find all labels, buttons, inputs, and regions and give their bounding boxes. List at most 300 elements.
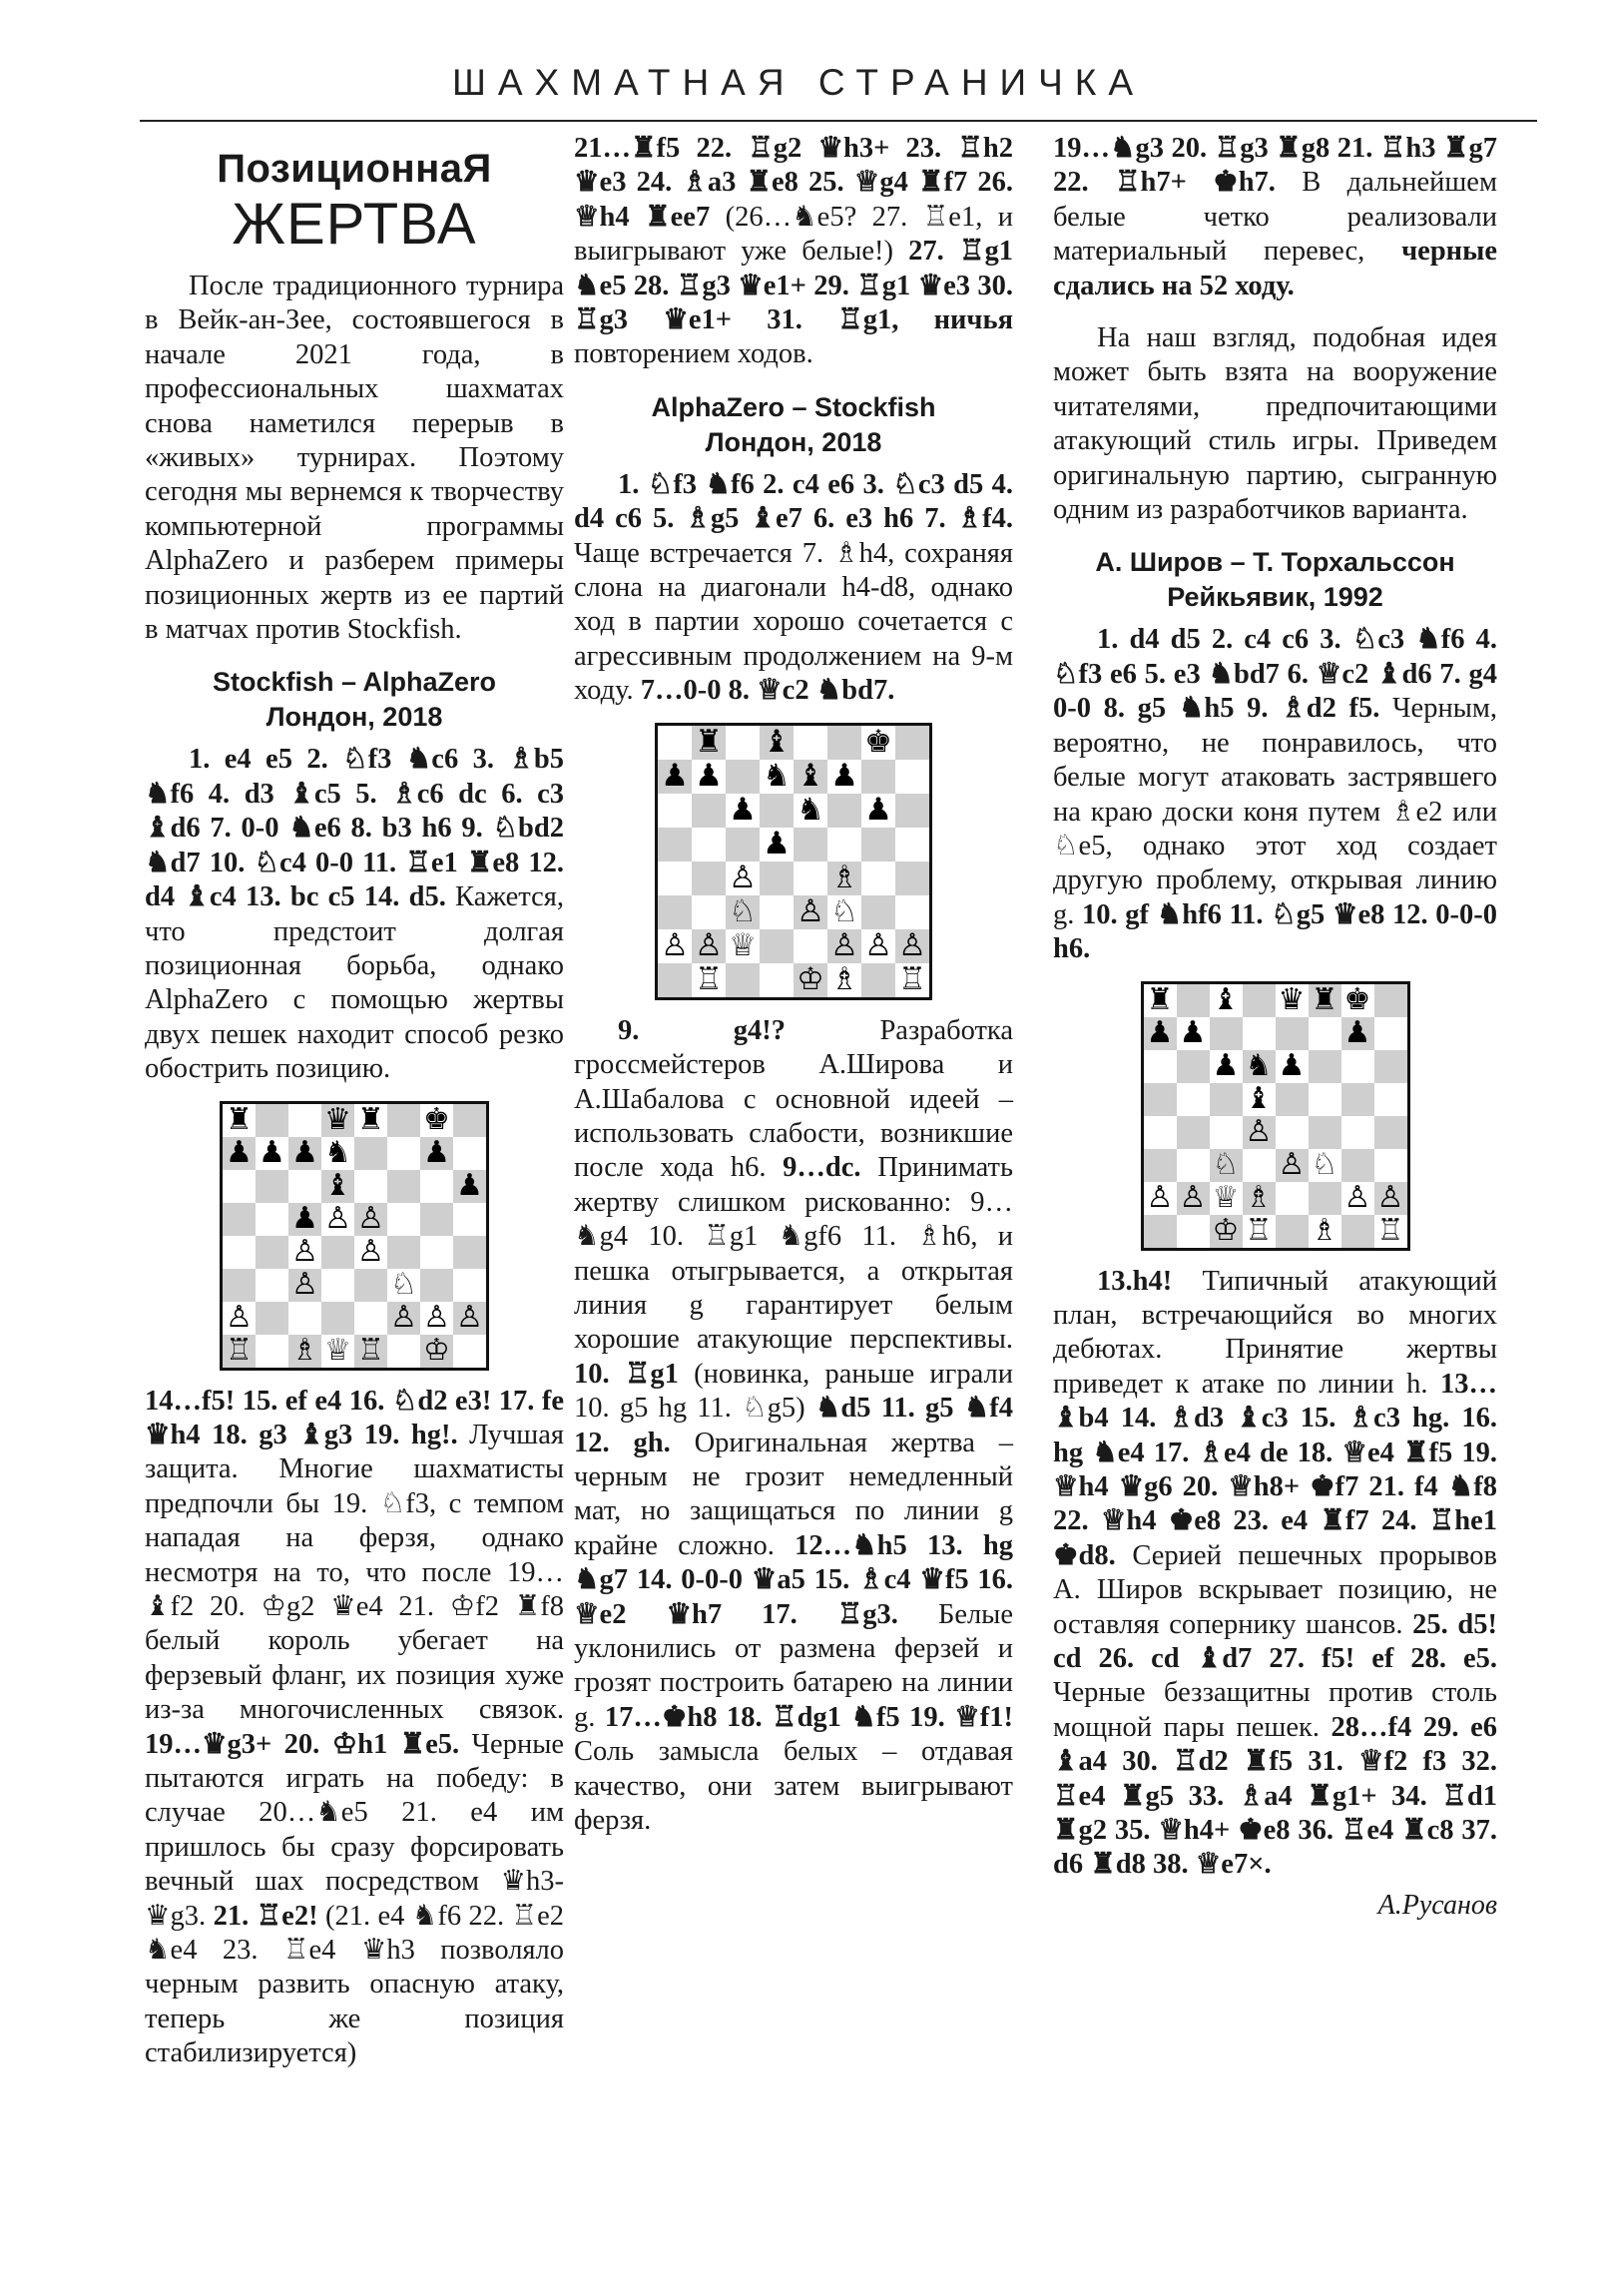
square-g7: [1341, 1017, 1374, 1050]
black-knight-e6: ♞: [797, 792, 824, 829]
square-f1: [1309, 1215, 1341, 1248]
game3-moves-f: 28…f4 29. e6 ♝a4 30. ♖d2 ♜f5 31. ♕f2 f3 32. ♖e4 ♜g5 33. ♗a4 ♜g1+ 34. ♖d1 ♜g2 35. ♕h4+ ♚e8 36. ♖e4 ♜c8 37. d6 ♜d8 38. ♕e7×.: [1053, 1711, 1497, 1881]
black-bishop-c8: ♝: [1212, 982, 1240, 1018]
game3-text-a: Черным, вероятно, не понравилось, что белые могут атаковать застрявшего на краю доски коня путем ♗e2 или ♘e5, однако этот ход создает другую проблему, открывая линию g.: [1053, 693, 1497, 930]
square-d1: [321, 1335, 354, 1368]
square-e4: [1276, 1116, 1309, 1149]
square-h1: [1374, 1215, 1407, 1248]
game1-place: Лондон, 2018: [266, 702, 443, 733]
white-pawn-f2: ♙: [390, 1300, 417, 1336]
white-knight-f3: ♘: [1311, 1147, 1338, 1183]
square-d5: [1243, 1083, 1276, 1116]
column-1: [145, 132, 564, 2071]
game3-moves-b: 10. gf ♞hf6 11. ♘g5 ♛e8 12. 0-0-0 h6.: [1053, 898, 1497, 965]
square-h2: [453, 1302, 486, 1335]
square-h1: [453, 1335, 486, 1368]
square-d7: [321, 1137, 354, 1170]
square-f8: [1309, 984, 1341, 1017]
black-pawn-b7: ♟: [1179, 1015, 1207, 1051]
square-d4: [321, 1236, 354, 1269]
square-f4: [827, 861, 861, 895]
white-rook-e1: ♖: [357, 1333, 384, 1369]
game2-text-i: В дальнейшем белые четко реализовали материальный перевес,: [1053, 167, 1497, 268]
square-g4: [861, 861, 895, 895]
white-knight-c3: ♘: [729, 893, 757, 930]
square-g4: [420, 1236, 453, 1269]
game1-players: Stockfish – AlphaZero: [212, 667, 497, 698]
game1-text-e: (26…♞e5? 27. ♖e1, и выигрывают уже белые!): [574, 201, 1014, 268]
black-pawn-a7: ♟: [226, 1135, 253, 1171]
square-g1: [420, 1335, 453, 1368]
square-h3: [895, 895, 929, 929]
square-a8: [223, 1104, 256, 1137]
article-title-line2: ЖЕРТВА: [232, 192, 477, 257]
square-g6: [420, 1170, 453, 1203]
square-e3: [1276, 1149, 1309, 1182]
square-f6: [827, 794, 861, 828]
white-pawn-g2: ♙: [1343, 1180, 1371, 1216]
white-queen-c2: ♕: [729, 927, 757, 964]
square-e6: [794, 794, 827, 828]
black-pawn-b7: ♟: [695, 758, 723, 795]
header-rule: [140, 120, 1537, 122]
black-king-g8: ♚: [423, 1102, 450, 1138]
square-d2: [321, 1302, 354, 1335]
square-g6: [861, 794, 895, 828]
square-c6: [726, 794, 760, 828]
square-f7: [827, 760, 861, 794]
game3-diagram: [1141, 981, 1410, 1251]
square-g1: [861, 963, 895, 997]
black-pawn-g6: ♟: [864, 792, 892, 829]
white-pawn-e4: ♙: [357, 1234, 384, 1270]
game2-moves-g: 12…♞h5 13. hg ♞g7 14. 0-0-0 ♛a5 15. ♗c4 ♛f5 16. ♕e2 ♛h7 17. ♖g3.: [574, 1529, 1013, 1630]
square-c6: [1210, 1050, 1243, 1083]
square-g5: [1341, 1083, 1374, 1116]
square-c8: [726, 726, 760, 760]
square-b2: [1177, 1182, 1210, 1215]
white-pawn-b2: ♙: [1179, 1180, 1207, 1216]
square-g7: [420, 1137, 453, 1170]
white-rook-b1: ♖: [695, 961, 723, 998]
black-pawn-b7: ♟: [259, 1135, 285, 1171]
square-h2: [895, 929, 929, 963]
black-rook-a8: ♜: [226, 1102, 253, 1138]
square-e3: [354, 1269, 387, 1302]
square-e2: [794, 929, 827, 963]
square-c8: [1210, 984, 1243, 1017]
square-a3: [658, 895, 692, 929]
square-c1: [726, 963, 760, 997]
white-pawn-f2: ♙: [830, 927, 858, 964]
square-c4: [1210, 1116, 1243, 1149]
game2-text-d: Принимать жертву слишком рискованно: 9…♞g4 10. ♖g1 ♞gf6 11. ♗h6, и пешка отыгрывается, а открытая линия g гарантирует белым хорошие атакующие перспективы.: [574, 1152, 1014, 1356]
game2-text-g: Белые уклонились от размена ферзей и грозят построить батарею на линии g.: [574, 1598, 1013, 1733]
game3-moves-a: 1. d4 d5 2. c4 c6 3. ♘c3 ♞f6 4. ♘f3 e6 5. e3 ♞bd7 6. ♕c2 ♝d6 7. g4 0-0 8. g5 ♞h5 9. ♗d2 f5.: [1053, 624, 1497, 725]
black-king-g8: ♚: [864, 724, 892, 761]
square-c7: [288, 1137, 321, 1170]
game1-diagram-wrap: [145, 1101, 564, 1371]
square-f2: [827, 929, 861, 963]
square-f5: [827, 828, 861, 861]
square-d8: [1243, 984, 1276, 1017]
game3-paragraph-1: [1053, 623, 1497, 966]
square-a5: [223, 1203, 256, 1236]
square-h2: [1374, 1182, 1407, 1215]
square-c5: [288, 1203, 321, 1236]
square-a5: [1144, 1083, 1177, 1116]
square-g4: [1341, 1116, 1374, 1149]
square-e7: [794, 760, 827, 794]
column-2: [574, 132, 1013, 1838]
square-g8: [420, 1104, 453, 1137]
square-f8: [387, 1104, 420, 1137]
square-f5: [387, 1203, 420, 1236]
black-rook-e8: ♜: [357, 1102, 384, 1138]
square-a6: [1144, 1050, 1177, 1083]
black-pawn-a7: ♟: [661, 758, 689, 795]
game2-text-e: (новинка, раньше играли 10. g5 hg 11. ♘g5): [574, 1358, 1013, 1425]
square-f1: [827, 963, 861, 997]
square-h4: [453, 1236, 486, 1269]
white-rook-h1: ♖: [898, 961, 926, 998]
game1-text-a: Кажется, что предстоит долгая позиционная борьба, однако AlphaZero с помощью жертвы двух пешек находит способ резко обострить позицию.: [145, 881, 564, 1085]
square-e8: [1276, 984, 1309, 1017]
comment-paragraph: На наш взгляд, подобная идея может быть взята на вооружение читателями, предпочитающими атакующий стиль игры. Приведем оригинальную партию, сыгранную одним из разработчиков варианта.: [1053, 322, 1497, 526]
square-a2: [658, 929, 692, 963]
black-bishop-d6: ♝: [324, 1168, 351, 1204]
black-pawn-g7: ♟: [423, 1135, 450, 1171]
square-d2: [1243, 1182, 1276, 1215]
white-rook-a1: ♖: [226, 1333, 253, 1369]
square-b4: [692, 861, 726, 895]
square-e5: [794, 828, 827, 861]
square-c7: [1210, 1017, 1243, 1050]
square-b2: [692, 929, 726, 963]
game2-moves-a: 1. ♘f3 ♞f6 2. c4 e6 3. ♘c3 d5 4. d4 c6 5. ♗g5 ♝e7 6. e3 h6 7. ♗f4.: [574, 468, 1013, 535]
square-h1: [895, 963, 929, 997]
square-e5: [354, 1203, 387, 1236]
square-c3: [1210, 1149, 1243, 1182]
square-e6: [354, 1170, 387, 1203]
square-e5: [1276, 1083, 1309, 1116]
white-rook-h1: ♖: [1376, 1213, 1404, 1249]
square-h4: [1374, 1116, 1407, 1149]
square-f8: [827, 726, 861, 760]
square-h5: [895, 828, 929, 861]
square-d5: [760, 828, 794, 861]
game3-text-e: Черные беззащитны против столь мощной пары пешек.: [1053, 1677, 1497, 1743]
column-3: [1053, 132, 1497, 1923]
square-h8: [453, 1104, 486, 1137]
black-pawn-e6: ♟: [1278, 1048, 1306, 1084]
square-g6: [1341, 1050, 1374, 1083]
square-f7: [387, 1137, 420, 1170]
square-h8: [1374, 984, 1407, 1017]
game1-moves-a: 1. e4 e5 2. ♘f3 ♞c6 3. ♗b5 ♞f6 4. d3 ♝c5 5. ♗c6 dc 6. c3 ♝d6 7. 0-0 ♞e6 8. b3 h6 9. ♘bd2 ♞d7 10. ♘c4 0-0 11. ♖e1 ♜e8 12. d4 ♝c4 13. bc c5 14. d5.: [145, 744, 564, 913]
square-a3: [223, 1269, 256, 1302]
square-a7: [1144, 1017, 1177, 1050]
game3-text-d: Серией пешечных прорывов А. Широв вскрывает позицию, не оставляя сопернику шансов.: [1053, 1539, 1497, 1640]
square-h6: [1374, 1050, 1407, 1083]
white-pawn-g2: ♙: [423, 1300, 450, 1336]
game2-moves-f: ♞d5 11. g5 ♞f4 12. gh.: [574, 1393, 1014, 1458]
square-h5: [1374, 1083, 1407, 1116]
square-e4: [354, 1236, 387, 1269]
square-a8: [1144, 984, 1177, 1017]
game2-heading: [574, 390, 1013, 460]
square-b1: [256, 1335, 288, 1368]
square-e1: [794, 963, 827, 997]
square-g2: [420, 1302, 453, 1335]
black-knight-d7: ♞: [763, 758, 791, 795]
game2-paragraph-3: [1053, 132, 1497, 303]
white-rook-d1: ♖: [1245, 1213, 1273, 1249]
square-e8: [354, 1104, 387, 1137]
square-b3: [1177, 1149, 1210, 1182]
square-e7: [1276, 1017, 1309, 1050]
black-pawn-c6: ♟: [1212, 1048, 1240, 1084]
white-pawn-a2: ♙: [1146, 1180, 1174, 1216]
game1-paragraph-3: [574, 132, 1013, 372]
black-king-g8: ♚: [1343, 982, 1371, 1018]
square-f3: [1309, 1149, 1341, 1182]
game3-paragraph-2: [1053, 1265, 1497, 1883]
square-a4: [223, 1236, 256, 1269]
square-d3: [321, 1269, 354, 1302]
square-f6: [387, 1170, 420, 1203]
square-d6: [321, 1170, 354, 1203]
article-title-line1: ПозиционнаЯ: [217, 147, 492, 191]
black-knight-d6: ♞: [1245, 1048, 1273, 1084]
square-g5: [420, 1203, 453, 1236]
square-b5: [1177, 1083, 1210, 1116]
square-d4: [760, 861, 794, 895]
square-b8: [256, 1104, 288, 1137]
square-d8: [760, 726, 794, 760]
square-g3: [420, 1269, 453, 1302]
square-a1: [658, 963, 692, 997]
square-h5: [453, 1203, 486, 1236]
white-pawn-h2: ♙: [898, 927, 926, 964]
square-c8: [288, 1104, 321, 1137]
square-b8: [1177, 984, 1210, 1017]
square-h3: [1374, 1149, 1407, 1182]
square-h3: [453, 1269, 486, 1302]
white-bishop-c1: ♗: [291, 1333, 318, 1369]
author-signature: А.Русанов: [1377, 1889, 1497, 1921]
square-g8: [861, 726, 895, 760]
square-g3: [861, 895, 895, 929]
square-c4: [288, 1236, 321, 1269]
white-pawn-d4: ♙: [1245, 1114, 1273, 1150]
white-king-e1: ♔: [797, 961, 824, 998]
square-d3: [760, 895, 794, 929]
square-a2: [223, 1302, 256, 1335]
square-a6: [223, 1170, 256, 1203]
square-b1: [692, 963, 726, 997]
black-bishop-e7: ♝: [797, 758, 824, 795]
square-g7: [861, 760, 895, 794]
game1-diagram: [220, 1101, 489, 1371]
black-rook-f8: ♜: [1311, 982, 1338, 1018]
white-queen-d1: ♕: [324, 1333, 351, 1369]
game1-text-c: Черные пытаются играть на победу: в случае 20…♞e5 21. e4 им пришлось бы сразу форсировать вечный шах посредством ♛h3-♛g3.: [145, 1728, 564, 1932]
white-bishop-f4: ♗: [830, 860, 858, 896]
square-d3: [1243, 1149, 1276, 1182]
game3-players: А. Широв – Т. Торхальссон: [1095, 547, 1455, 578]
game2-moves-b: 7…0-0 8. ♕c2 ♞bd7.: [640, 675, 895, 707]
square-c3: [288, 1269, 321, 1302]
page-header: ШАХМАТНАЯ СТРАНИЧКА: [451, 62, 1146, 103]
game2-moves-d: 9…dc.: [783, 1152, 861, 1184]
square-g2: [861, 929, 895, 963]
square-b6: [256, 1170, 288, 1203]
white-pawn-c3: ♙: [291, 1267, 318, 1303]
game2-text-h: Соль замысла белых – отдавая качество, они затем выигрывают ферзя.: [574, 1736, 1013, 1837]
square-e8: [794, 726, 827, 760]
square-c4: [726, 861, 760, 895]
square-d2: [760, 929, 794, 963]
white-pawn-e3: ♙: [797, 893, 824, 930]
white-knight-f3: ♘: [390, 1267, 417, 1303]
square-f3: [827, 895, 861, 929]
game2-text-f: Оригинальная жертва – черным не грозит немедленный мат, но защищаться по линии g крайне сложно.: [574, 1427, 1013, 1561]
game2-diagram-wrap: [574, 723, 1013, 1000]
square-f5: [1309, 1083, 1341, 1116]
square-c1: [288, 1335, 321, 1368]
square-e3: [794, 895, 827, 929]
square-a7: [658, 760, 692, 794]
black-pawn-f7: ♟: [830, 758, 858, 795]
square-d1: [1243, 1215, 1276, 1248]
square-b3: [256, 1269, 288, 1302]
game1-moves-d: 21. ♖e2!: [213, 1900, 318, 1932]
square-b4: [1177, 1116, 1210, 1149]
white-pawn-g2: ♙: [864, 927, 892, 964]
square-g3: [1341, 1149, 1374, 1182]
square-h4: [895, 861, 929, 895]
square-c7: [726, 760, 760, 794]
square-e2: [1276, 1182, 1309, 1215]
black-pawn-d5: ♟: [763, 826, 791, 862]
square-g2: [1341, 1182, 1374, 1215]
square-g1: [1341, 1215, 1374, 1248]
white-pawn-e5: ♙: [357, 1201, 384, 1237]
square-d1: [760, 963, 794, 997]
square-c5: [726, 828, 760, 861]
square-f6: [1309, 1050, 1341, 1083]
square-b5: [692, 828, 726, 861]
game3-moves-d: 13…♝b4 14. ♗d3 ♝c3 15. ♗c3 hg. 16. hg ♞e4 17. ♗e4 de 18. ♕e4 ♜f5 19. ♕h4 ♛g6 20. ♕h8+ ♚f7 21. f4 ♞f8 22. ♕h4 ♚e8 23. e4 ♜f7 24. ♖he1 ♚d8.: [1053, 1368, 1498, 1571]
white-knight-f3: ♘: [830, 893, 858, 930]
black-pawn-a7: ♟: [1146, 1015, 1174, 1051]
white-king-g1: ♔: [423, 1333, 450, 1369]
square-b7: [1177, 1017, 1210, 1050]
black-pawn-c7: ♟: [291, 1135, 318, 1171]
square-d8: [321, 1104, 354, 1137]
game1-heading: [145, 665, 564, 735]
square-b8: [692, 726, 726, 760]
game1-moves-f: 27. ♖g1 ♞e5 28. ♖g3 ♛e1+ 29. ♖g1 ♛e3 30. ♖g3 ♛e1+ 31. ♖g1, ничья: [574, 236, 1013, 336]
square-c3: [726, 895, 760, 929]
game1-moves-e: 21…♜f5 22. ♖g2 ♛h3+ 23. ♖h2 ♛e3 24. ♗a3 ♜e8 25. ♕g4 ♜f7 26. ♕h4 ♜ee7: [574, 133, 1013, 233]
square-f7: [1309, 1017, 1341, 1050]
square-d7: [760, 760, 794, 794]
square-c6: [288, 1170, 321, 1203]
black-pawn-g7: ♟: [1343, 1015, 1371, 1051]
square-f3: [387, 1269, 420, 1302]
white-pawn-a2: ♙: [226, 1300, 253, 1336]
square-b2: [256, 1302, 288, 1335]
square-a7: [223, 1137, 256, 1170]
square-e7: [354, 1137, 387, 1170]
white-pawn-h2: ♙: [1376, 1180, 1404, 1216]
square-b1: [1177, 1215, 1210, 1248]
white-pawn-e3: ♙: [1278, 1147, 1306, 1183]
square-a1: [1144, 1215, 1177, 1248]
black-rook-a8: ♜: [1146, 982, 1174, 1018]
game3-place: Рейкьявик, 1992: [1167, 582, 1383, 613]
square-h6: [895, 794, 929, 828]
intro-paragraph: После традиционного турнира в Вейк-ан-Зее, состоявшегося в начале 2021 года, в профессиональных шахматах снова наметился перерыв в «живых» турнирах. Поэтому сегодня мы вернемся к творчеству компьютерной программы AlphaZero и разберем примеры позиционных жертв из ее партий в матчах против Stockfish.: [145, 271, 564, 646]
square-c2: [288, 1302, 321, 1335]
game3-heading: [1053, 545, 1497, 615]
square-e4: [794, 861, 827, 895]
square-e2: [354, 1302, 387, 1335]
square-d6: [760, 794, 794, 828]
square-b3: [692, 895, 726, 929]
square-f1: [387, 1335, 420, 1368]
game1-text-d: (21. e4 ♞f6 22. ♖e2 ♞e4 23. ♖e4 ♛h3 позволяло черным развить опасную атаку, теперь же позиция стабилизируется): [145, 1900, 564, 2069]
game3-moves-e: 25. d5! cd 26. cd ♝d7 27. f5! ef 28. e5.: [1053, 1608, 1497, 1674]
game2-paragraph-2: [574, 1014, 1013, 1839]
square-a3: [1144, 1149, 1177, 1182]
white-bishop-d2: ♗: [1245, 1180, 1273, 1216]
square-f4: [387, 1236, 420, 1269]
square-h7: [895, 760, 929, 794]
game3-diagram-wrap: [1053, 981, 1497, 1251]
game2-moves-e: 10. ♖g1: [574, 1358, 679, 1390]
black-queen-d8: ♛: [324, 1102, 351, 1138]
square-e1: [354, 1335, 387, 1368]
white-king-c1: ♔: [1212, 1213, 1240, 1249]
white-bishop-f1: ♗: [830, 961, 858, 998]
black-queen-e8: ♛: [1278, 982, 1306, 1018]
black-bishop-d8: ♝: [763, 724, 791, 761]
square-d7: [1243, 1017, 1276, 1050]
game1-text-f: повторением ходов.: [574, 338, 813, 370]
game3-text-c: Типичный атакующий план, встречающийся во многих дебютах. Принятие жертвы приведет к атаке по линии h.: [1053, 1265, 1497, 1400]
game2-diagram: [655, 723, 932, 1000]
game1-moves-b: 14…f5! 15. ef e4 16. ♘d2 e3! 17. fe ♛h4 18. g3 ♝g3 19. hg!.: [145, 1385, 564, 1450]
white-knight-c3: ♘: [1212, 1147, 1240, 1183]
square-c2: [726, 929, 760, 963]
square-f2: [387, 1302, 420, 1335]
square-h7: [453, 1137, 486, 1170]
game1-moves-c: 19…♛g3+ 20. ♔h1 ♜e5.: [145, 1728, 460, 1760]
square-a4: [1144, 1116, 1177, 1149]
square-a5: [658, 828, 692, 861]
white-pawn-c4: ♙: [729, 860, 757, 896]
white-pawn-d5: ♙: [324, 1201, 351, 1237]
square-g8: [1341, 984, 1374, 1017]
white-pawn-b2: ♙: [695, 927, 723, 964]
square-c2: [1210, 1182, 1243, 1215]
square-b7: [692, 760, 726, 794]
square-h7: [1374, 1017, 1407, 1050]
game2-text-c: Разработка гроссмейстеров А.Широва и А.Шабалова с основной идеей – использовать слабости, возникшие после хода h6.: [574, 1014, 1013, 1184]
